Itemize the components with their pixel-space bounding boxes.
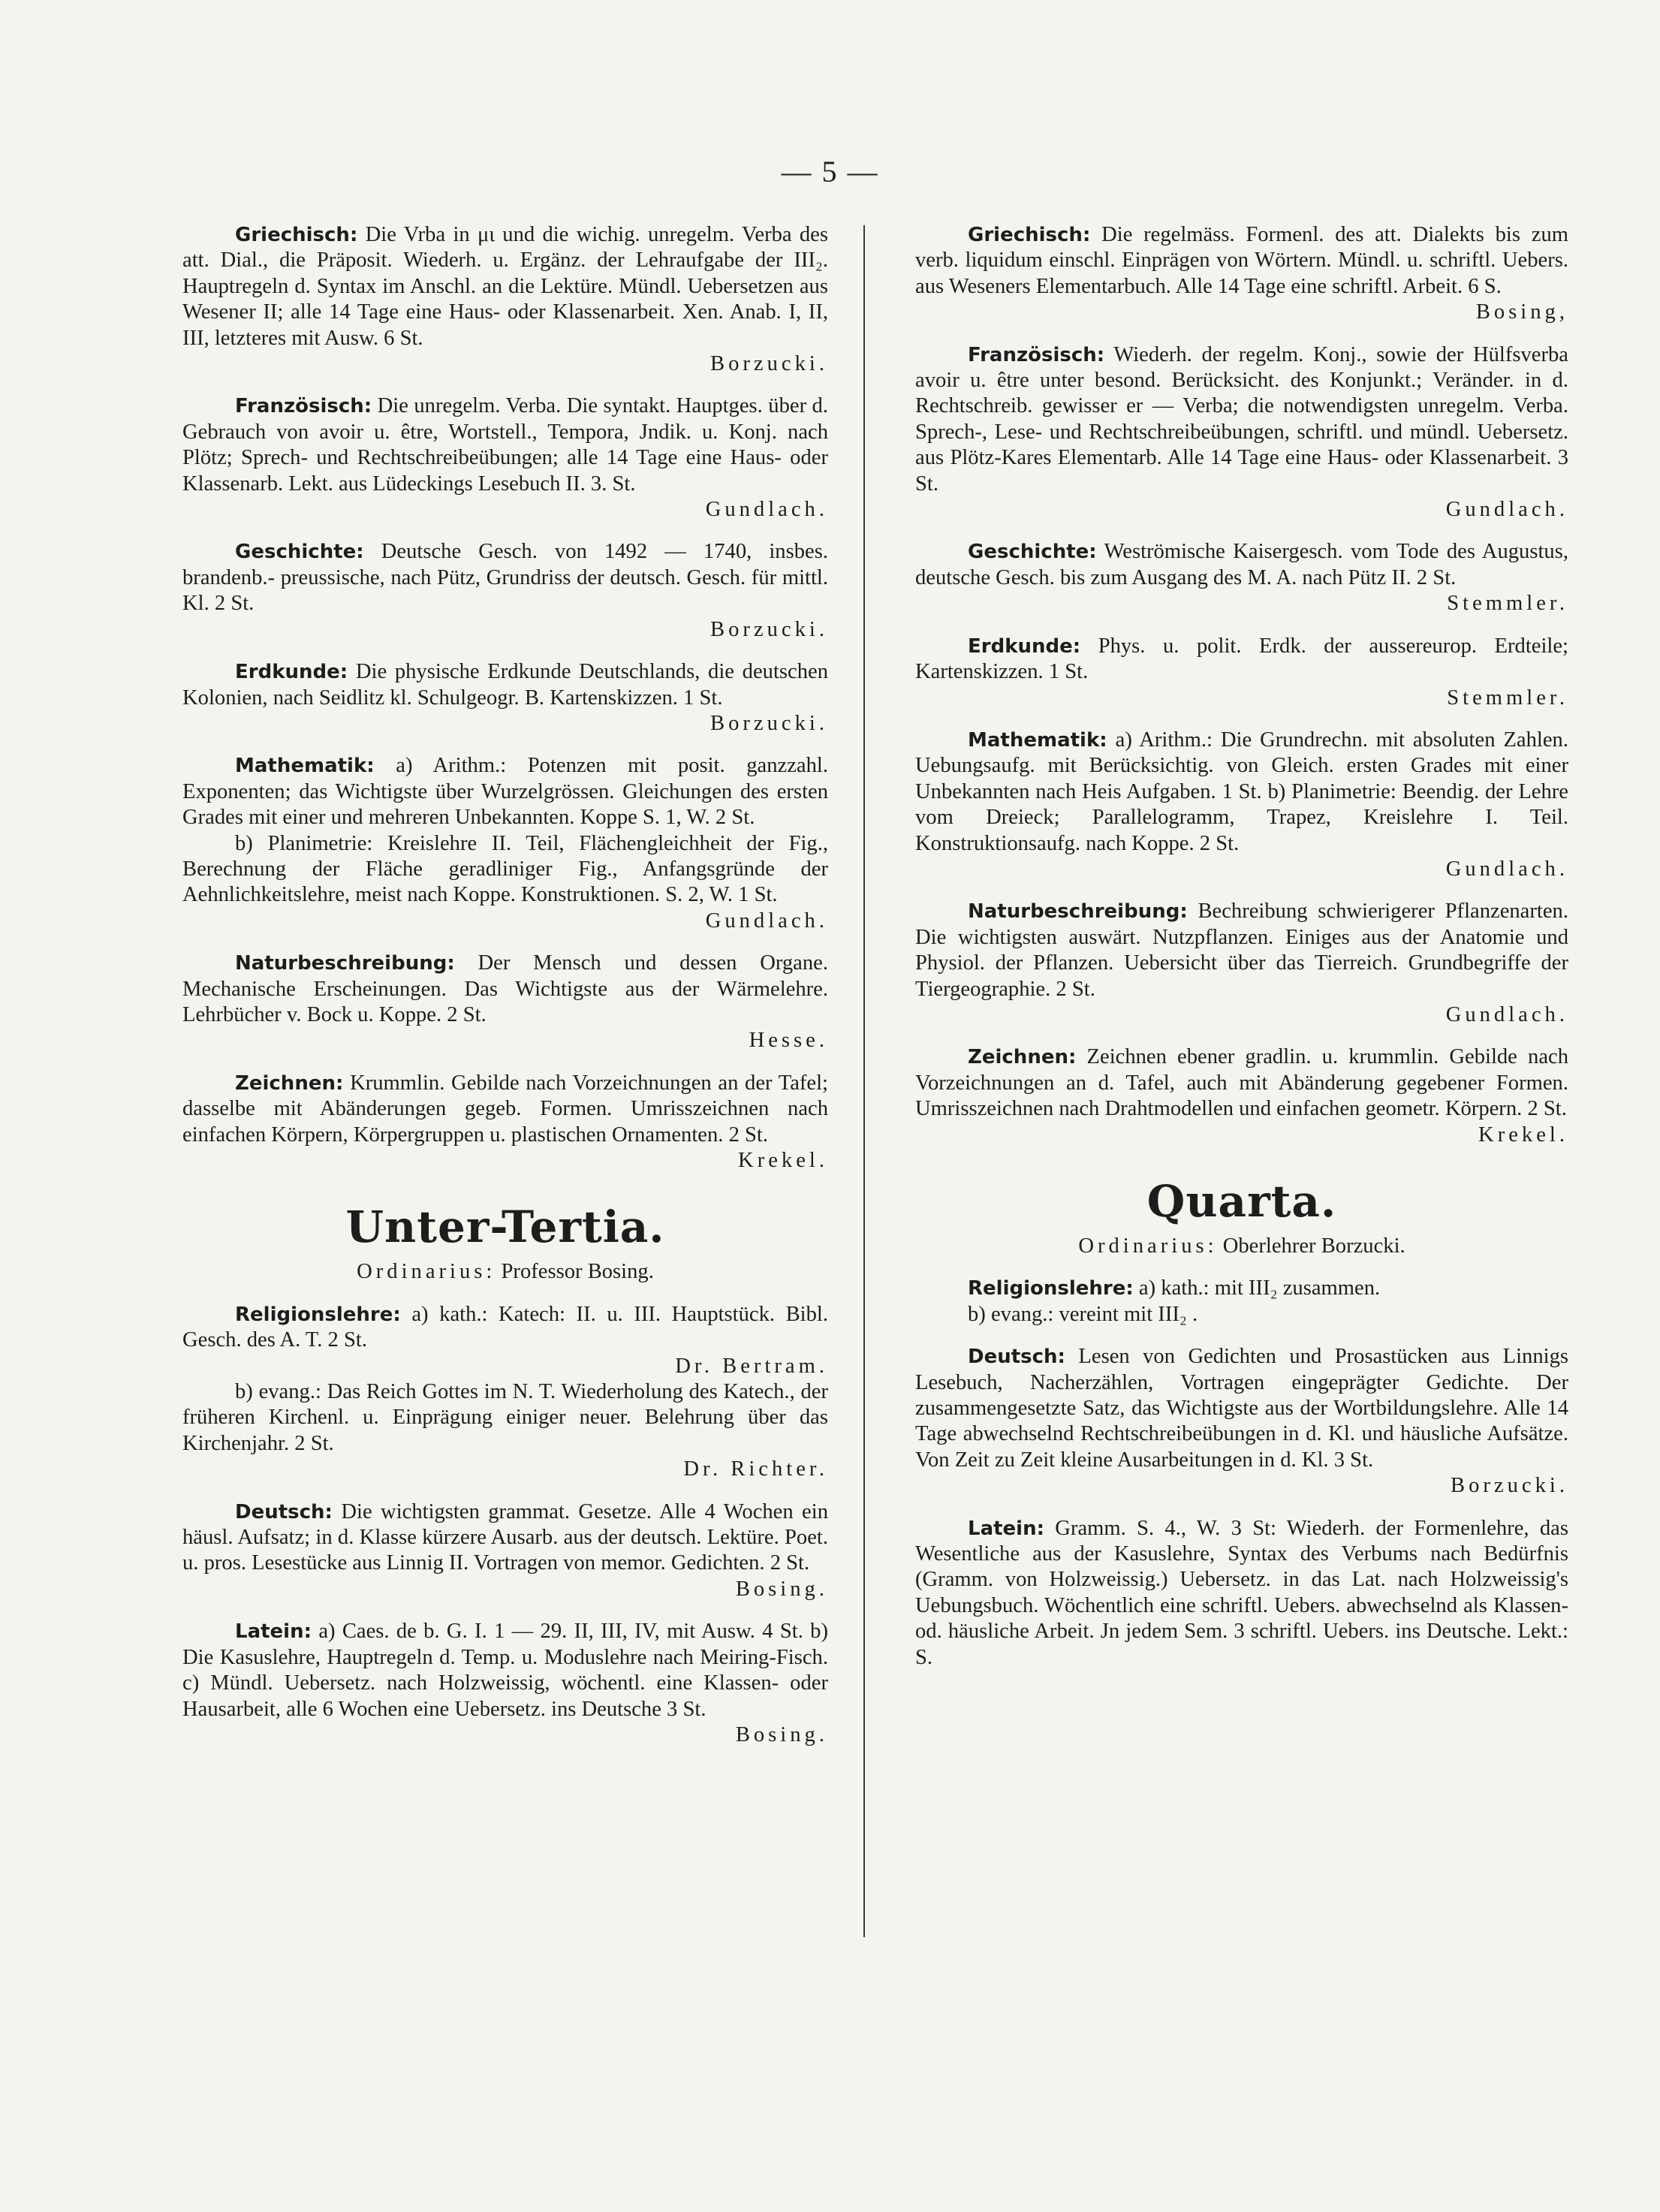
entry-text: a) Caes. de b. G. I. 1 — 29. II, III, IV, mit Ausw. 4 St. b) Die Kasuslehre, Hauptregeln d. Temp. u. Moduslehre nach Meiring-Fisch. c) Mündl. Uebersetz. nach Holzweissig, wöchentl. eine Klassen- oder Hausarbeit, alle 6 Wochen eine Uebersetz. ins Deutsche 3 St.: [182, 1620, 828, 1721]
entry-text: Krummlin. Gebilde nach Vorzeichnungen an der Tafel; dasselbe mit Abänderungen gegeb. Formen. Umrisszeichnen nach einfachen Körpern, Körpergruppen u. plastischen Ornamenten. 2 St.: [182, 1071, 828, 1147]
subject-label: Naturbeschreibung:: [968, 900, 1188, 924]
teacher-name: Stemmler.: [1447, 686, 1568, 710]
teacher-name: Gundlach.: [1445, 498, 1568, 522]
teacher-name: Borzucki.: [710, 711, 828, 735]
entry-text: Die regelmäss. Formenl. des att. Dialekts bis zum verb. liquidum einschl. Einprägen von Wörtern. Mündl. u. schriftl. Uebers. aus Weseners Elementarbuch. Alle 14 Tage eine schriftl. Arbeit. 6 S.: [915, 223, 1568, 298]
entry-deutsch-left: [182, 1499, 828, 1603]
entry-text: Bechreibung schwierigerer Pflanzenarten. Die wichtigsten auswärt. Nutzpflanzen. Einiges aus der Anatomie und Physiol. der Pflanzen. Uebersicht über das Tierreich. Grundbegriffe der Tiergeographie. 2 St.: [915, 900, 1568, 1001]
entry-religionslehre-left: [182, 1302, 828, 1483]
entry-geschichte-left: [182, 539, 828, 643]
entry-text: a) Arithm.: Die Grundrechn. mit absoluten Zahlen. Uebungsaufg. mit Berücksichtig. von Gleich. ersten Grades mit einer Unbekannten nach Heis Aufgaben. 1 St. b) Planimetrie: Beendig. der Lehre vom Dreieck; Parallelogramm, Trapez, Kreislehre I. Teil. Konstruktionsaufg. nach Koppe. 2 St.: [915, 728, 1568, 855]
ordinarius-line: [915, 1234, 1568, 1259]
entry-mathematik-left: [182, 753, 828, 934]
teacher-name: Dr. Bertram.: [675, 1354, 828, 1378]
subject-label: Französisch:: [235, 395, 372, 418]
entry-text: Die physische Erdkunde Deutschlands, die deutschen Kolonien, nach Seidlitz kl. Schulgeogr. B. Kartenskizzen. 1 St.: [182, 660, 828, 710]
entry-geschichte-right: [915, 539, 1568, 616]
teacher-name: Gundlach.: [705, 498, 828, 522]
entry-zeichnen-left: [182, 1071, 828, 1174]
teacher-name: Krekel.: [738, 1149, 828, 1172]
right-column: [915, 222, 1568, 1687]
entry-religionslehre-right: [915, 1276, 1568, 1328]
left-column: [182, 222, 828, 1764]
ordinarius-label: Ordinarius:: [357, 1260, 496, 1284]
teacher-name: Borzucki.: [710, 617, 828, 641]
ordinarius-line: [182, 1259, 828, 1285]
entry-naturbeschreibung-right: [915, 899, 1568, 1028]
section-heading: Unter-Tertia.: [345, 1201, 665, 1253]
entry-mathematik-right: [915, 728, 1568, 882]
subject-label: Französisch:: [968, 343, 1105, 366]
subject-label: Geschichte:: [968, 541, 1097, 564]
teacher-name: Bosing.: [735, 1722, 828, 1746]
subject-label: Naturbeschreibung:: [235, 952, 455, 975]
entry-text-b: b) evang.: Das Reich Gottes im N. T. Wiederholung des Katech., der früheren Kirchenl. u. Einprägung einiger neuer. Belehrung über das Kirchenjahr. 2 St.: [182, 1380, 828, 1455]
teacher-name: Krekel.: [1478, 1123, 1568, 1147]
subject-label: Mathematik:: [235, 755, 375, 778]
teacher-name: Bosing,: [1475, 300, 1568, 324]
entry-erdkunde-right: [915, 634, 1568, 711]
teacher-name: Dr. Richter.: [683, 1457, 828, 1481]
subject-label: Griechisch:: [968, 224, 1091, 246]
teacher-name: Gundlach.: [705, 909, 828, 933]
entry-latein-left: [182, 1619, 828, 1748]
entry-franzoesisch-left: [182, 393, 828, 523]
entry-text: a) Arithm.: Potenzen mit posit. ganzzahl. Exponenten; das Wichtigste über Wurzelgrössen. Gleichungen des ersten Grades mit einer und mehreren Unbekannten. Koppe S. 1, W. 2 St.: [182, 754, 828, 830]
ordinarius-name: Oberlehrer Borzucki.: [1222, 1234, 1405, 1258]
teacher-name: Borzucki.: [710, 352, 828, 376]
teacher-name: Gundlach.: [1445, 1002, 1568, 1026]
subject-label: Zeichnen:: [235, 1071, 344, 1095]
subject-label: Griechisch:: [235, 224, 358, 246]
subject-label: Latein:: [968, 1517, 1044, 1540]
column-divider: [863, 225, 865, 1937]
section-heading: Quarta.: [1146, 1176, 1337, 1227]
entry-text: Weströmische Kaisergesch. vom Tode des Augustus, deutsche Gesch. bis zum Ausgang des M. A. nach Pütz II. 2 St.: [915, 540, 1568, 589]
teacher-name: Bosing.: [735, 1577, 828, 1601]
ordinarius-label: Ordinarius:: [1078, 1234, 1218, 1258]
subject-label: Geschichte:: [235, 541, 364, 564]
entry-zeichnen-right: [915, 1044, 1568, 1148]
entry-text: Die wichtigsten grammat. Gesetze. Alle 4 Wochen ein häusl. Aufsatz; in d. Klasse kürzere Ausarb. aus der deutsch. Lektüre. Poet. u. pros. Lesestücke aus Linnig II. Vortragen von memor. Gedichten. 2 St.: [182, 1499, 828, 1575]
subject-label: Erdkunde:: [235, 661, 348, 684]
teacher-name: Borzucki.: [1451, 1474, 1568, 1498]
entry-text: Lesen von Gedichten und Prosastücken aus Linnigs Lesebuch, Nacherzählen, Vortragen eingeprägter Gedichte. Der zusammengesetzte Satz, das Wichtigste aus der Wortbildungslehre. Alle 14 Tage abwechselnd Rechtschreibeübungen in d. Kl. und häusliche Aufsätze. Von Zeit zu Zeit kleine Ausarbeitungen in d. Kl. 3 St.: [915, 1345, 1568, 1472]
entry-naturbeschreibung-left: [182, 951, 828, 1054]
entry-text-a: a) kath.: mit III₂ zusammen.: [1138, 1276, 1381, 1300]
teacher-name: Gundlach.: [1445, 857, 1568, 881]
entry-erdkunde-left: [182, 659, 828, 737]
subject-label: Erdkunde:: [968, 634, 1081, 658]
entry-text-b: b) evang.: vereint mit III₂ .: [968, 1302, 1198, 1326]
subject-label: Religionslehre:: [968, 1277, 1134, 1300]
entry-franzoesisch-right: [915, 342, 1568, 523]
subject-label: Latein:: [235, 1620, 312, 1644]
entry-text: Zeichnen ebener gradlin. u. krummlin. Gebilde nach Vorzeichnungen an d. Tafel, auch mit Abänderung gegebener Formen. Umrisszeichnen nach Drahtmodellen und einfachen geometr. Körpern. 2 St.: [915, 1045, 1568, 1121]
ordinarius-name: Professor Bosing.: [501, 1260, 654, 1284]
page-number: — 5 —: [781, 155, 879, 188]
subject-label: Zeichnen:: [968, 1046, 1077, 1069]
teacher-name: Stemmler.: [1447, 592, 1568, 616]
subject-label: Deutsch:: [968, 1346, 1065, 1369]
entry-text: Phys. u. polit. Erdk. der aussereurop. Erdteile; Kartenskizzen. 1 St.: [915, 634, 1569, 684]
entry-text: Deutsche Gesch. von 1492 — 1740, insbes. brandenb.- preussische, nach Pütz, Grundriss der deutsch. Gesch. für mittl. Kl. 2 St.: [182, 540, 828, 616]
entry-griechisch-left: [182, 222, 828, 377]
entry-text: Wiederh. der regelm. Konj., sowie der Hülfsverba avoir u. être unter besond. Berücksicht. des Konjunkt.; Veränder. in d. Rechtschreib. gewisser er — Verba; die notwendigsten unregelm. Verba. Sprech-, Lese- und Rechtschreibeübungen, schriftl. und mündl. Uebersetz. aus Plötz-Kares Elementarb. Alle 14 Tage eine Haus- oder Klassenarbeit. 3 St.: [915, 342, 1568, 496]
subject-label: Deutsch:: [235, 1500, 333, 1523]
entry-text: Die Vrba in μι und die wichig. unregelm. Verba des att. Dial., die Präposit. Wiederh. u. Ergänz. der Lehraufgabe der III₂. Hauptregeln d. Syntax im Anschl. an die Lektüre. Mündl. Uebersetzen aus Wesener II; alle 14 Tage eine Haus- oder Klassenarbeit. Xen. Anab. I, II, III, letzteres mit Ausw. 6 St.: [182, 223, 828, 350]
entry-text: Der Mensch und dessen Organe. Mechanische Erscheinungen. Das Wichtigste aus der Wärmelehre. Lehrbücher v. Bock u. Koppe. 2 St.: [182, 951, 828, 1026]
teacher-name: Hesse.: [749, 1029, 828, 1053]
subject-label: Mathematik:: [968, 728, 1107, 752]
entry-latein-right: [915, 1516, 1568, 1671]
subject-label: Religionslehre:: [235, 1303, 401, 1326]
entry-text: Die unregelm. Verba. Die syntakt. Hauptges. über d. Gebrauch von avoir u. être, Wortstell., Tempora, Jndik. u. Konj. nach Plötz; Sprech- und Rechtschreibeübungen; alle 14 Tage eine Haus- oder Klassenarb. Lekt. aus Lüdeckings Lesebuch II. 3. St.: [182, 394, 828, 496]
entry-text-a: a) kath.: Katech: II. u. III. Hauptstück. Bibl. Gesch. des A. T. 2 St.: [182, 1302, 829, 1352]
entry-griechisch-right: [915, 222, 1568, 326]
entry-text-b: b) Planimetrie: Kreislehre II. Teil, Flächengleichheit der Fig., Berechnung der Fläche geradliniger Fig., Anfangsgründe der Aehnlichkeitslehre, meist nach Koppe. Konstruktionen. S. 2, W. 1 St.: [182, 831, 828, 907]
entry-deutsch-right: [915, 1344, 1568, 1499]
entry-text: Gramm. S. 4., W. 3 St: Wiederh. der Formenlehre, das Wesentliche aus der Kasuslehre, Syntax des Verbums nach Bedürfnis (Gramm. von Holzweissig.) Uebersetz. in das Lat. nach Holzweissig's Uebungsbuch. Wöchentlich eine schriftl. Uebers. abwechselnd als Klassen- od. häusliche Arbeit. Jn jedem Sem. 3 schriftl. Uebers. ins Deutsche. Lekt.: S.: [915, 1516, 1568, 1669]
